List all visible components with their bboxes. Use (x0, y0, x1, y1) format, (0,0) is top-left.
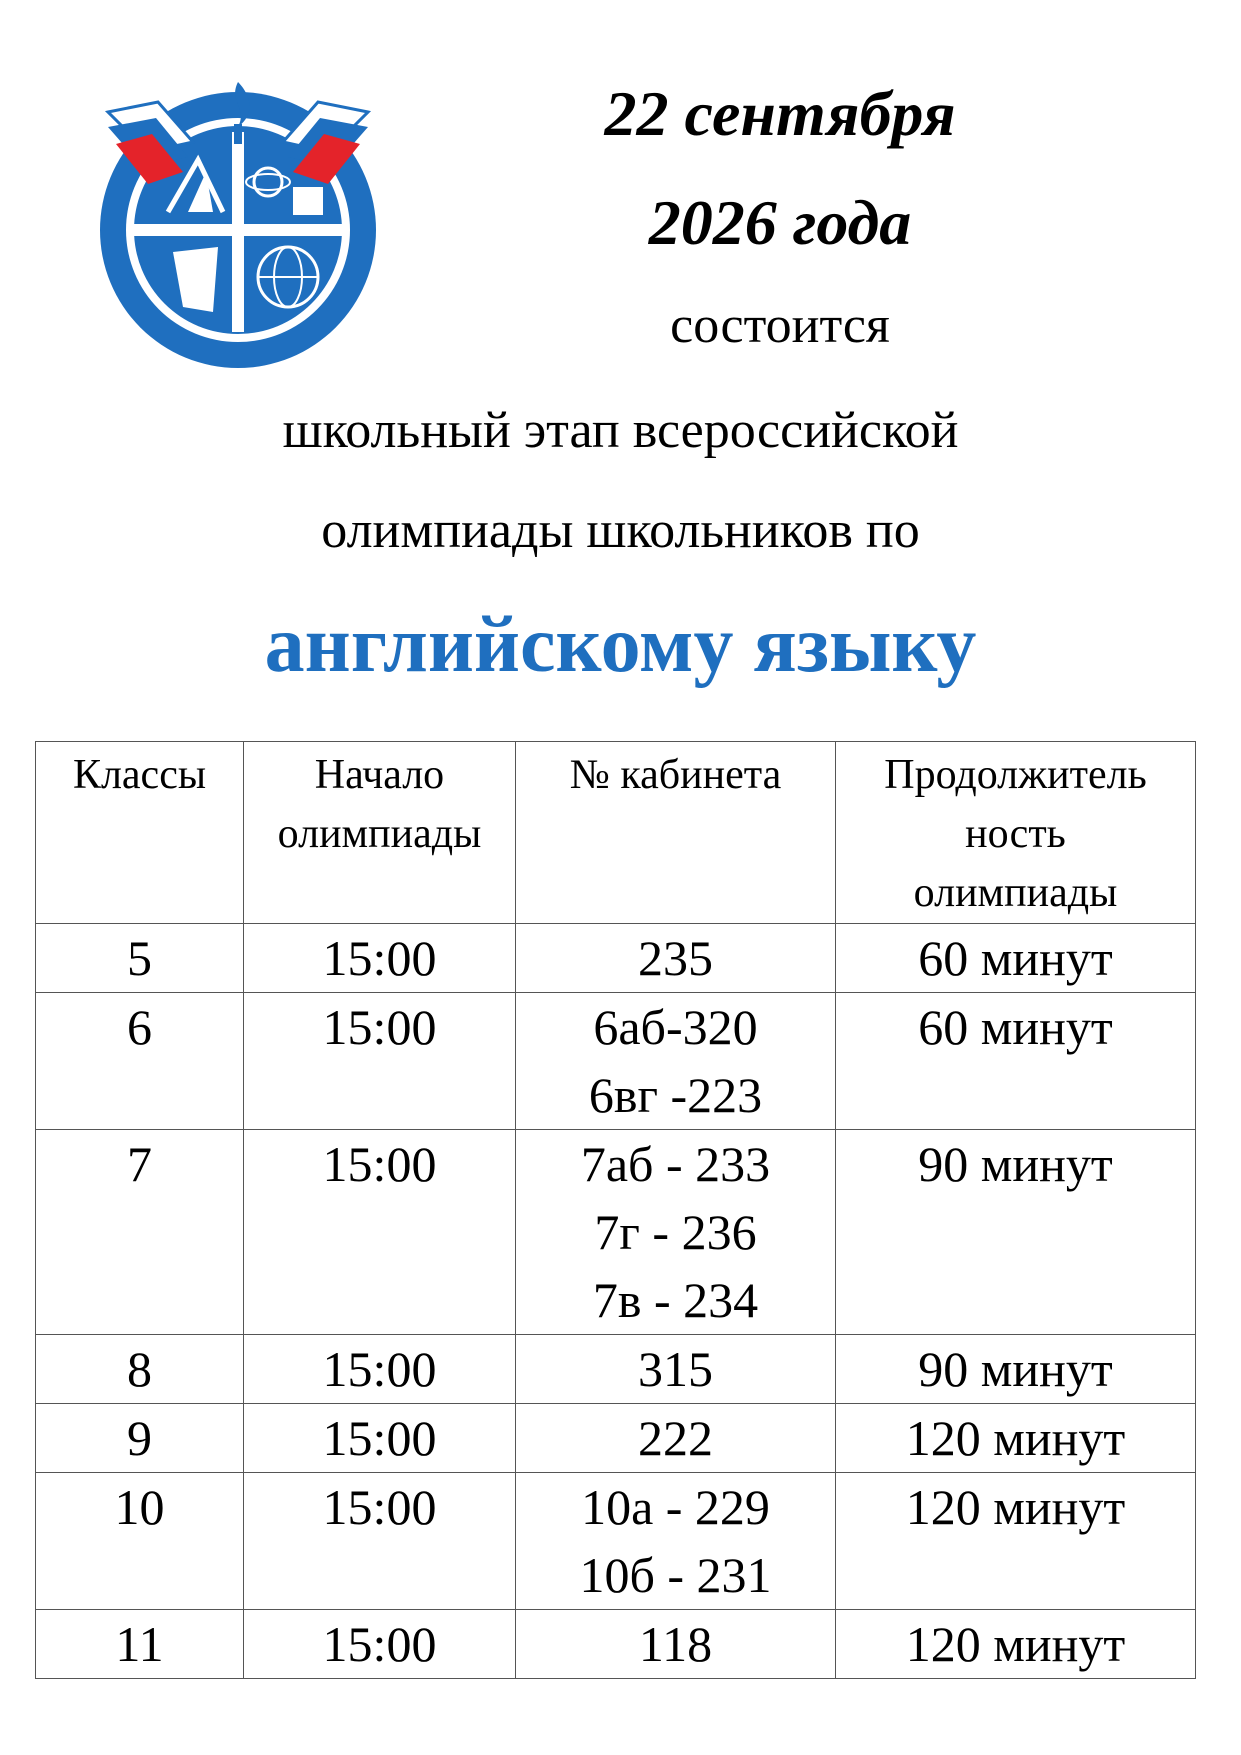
subject-title: английскому языку (264, 601, 977, 689)
header-duration: Продолжитель ность олимпиады (836, 742, 1196, 924)
cell-room: 10а - 229 10б - 231 (516, 1473, 836, 1610)
cell-class: 5 (36, 924, 244, 993)
status-text: состоится (670, 297, 890, 354)
cell-start: 15:00 (244, 924, 516, 993)
table-row (36, 993, 1196, 1130)
event-line-1: школьный этап всероссийской (282, 402, 959, 459)
schedule-table (35, 741, 1196, 1679)
cell-start: 15:00 (244, 993, 516, 1130)
table-row (36, 1473, 1196, 1610)
cell-duration: 60 минут (836, 993, 1196, 1130)
table-row (36, 924, 1196, 993)
event-line-2: олимпиады школьников по (321, 502, 920, 559)
cell-room: 118 (516, 1610, 836, 1679)
table-row (36, 1335, 1196, 1404)
table-row (36, 1130, 1196, 1335)
cell-room: 235 (516, 924, 836, 993)
cell-class: 7 (36, 1130, 244, 1335)
cell-room: 222 (516, 1404, 836, 1473)
cell-class: 6 (36, 993, 244, 1130)
cell-start: 15:00 (244, 1335, 516, 1404)
cell-room: 6аб-320 6вг -223 (516, 993, 836, 1130)
table-row (36, 1610, 1196, 1679)
cell-duration: 120 минут (836, 1610, 1196, 1679)
cell-start: 15:00 (244, 1130, 516, 1335)
cell-room: 7аб - 233 7г - 236 7в - 234 (516, 1130, 836, 1335)
date-year: 2026 года (648, 187, 912, 258)
cell-duration: 120 минут (836, 1473, 1196, 1610)
table-header-row (36, 742, 1196, 924)
cell-room: 315 (516, 1335, 836, 1404)
cell-class: 11 (36, 1610, 244, 1679)
cell-duration: 120 минут (836, 1404, 1196, 1473)
cell-duration: 90 минут (836, 1130, 1196, 1335)
header-start: Начало олимпиады (244, 742, 516, 924)
cell-start: 15:00 (244, 1610, 516, 1679)
cell-class: 10 (36, 1473, 244, 1610)
cell-start: 15:00 (244, 1404, 516, 1473)
date-day: 22 сентября (604, 78, 956, 149)
cell-class: 9 (36, 1404, 244, 1473)
header-classes: Классы (36, 742, 244, 924)
cell-duration: 90 минут (836, 1335, 1196, 1404)
header-room: № кабинета (516, 742, 836, 924)
cell-start: 15:00 (244, 1473, 516, 1610)
olympiad-emblem-icon (88, 72, 388, 372)
table-row (36, 1404, 1196, 1473)
cell-duration: 60 минут (836, 924, 1196, 993)
cell-class: 8 (36, 1335, 244, 1404)
